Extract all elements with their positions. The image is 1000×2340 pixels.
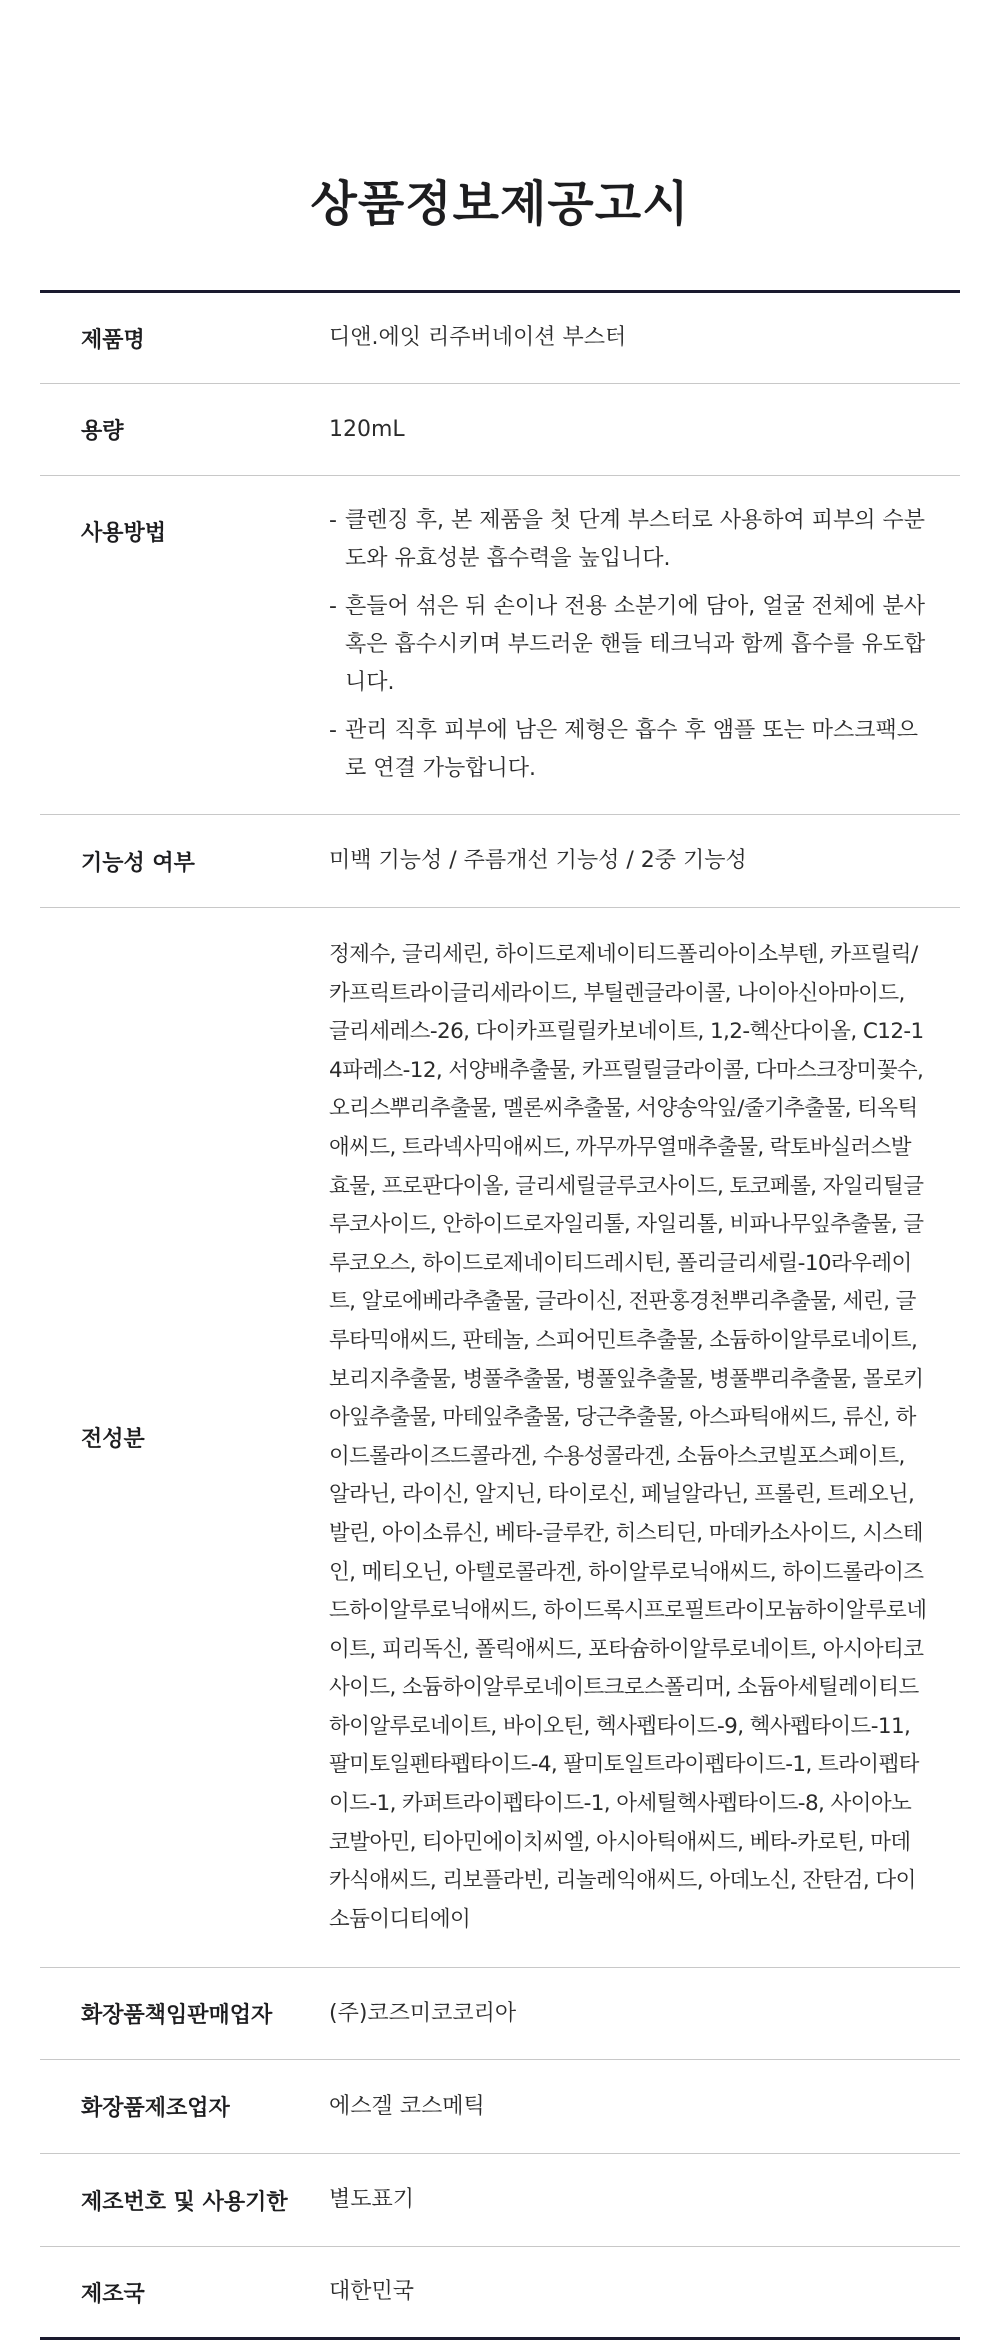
row-label: 용량 [40,384,328,476]
table-row [40,908,960,1968]
list-item: - 흔들어 섞은 뒤 손이나 전용 소분기에 담아, 얼굴 전체에 분사 혹은 흡수시키며 부드러운 핸들 테크닉과 함께 흡수를 유도합니다. [329,588,930,702]
row-label: 화장품제조업자 [40,2060,328,2154]
row-label: 기능성 여부 [40,815,328,908]
row-value: 별도표기 [328,2154,960,2247]
row-label: 화장품책임판매업자 [40,1968,328,2060]
table-row [40,2154,960,2247]
table-row [40,384,960,476]
row-value: 120mL [328,384,960,476]
row-value: 디앤.에잇 리주버네이션 부스터 [328,292,960,384]
row-label: 사용방법 [40,476,328,815]
row-value [328,476,960,815]
row-value: (주)코즈미코코리아 [328,1968,960,2060]
row-label: 제조국 [81,2281,145,2307]
table-row [40,815,960,908]
row-value: 에스겔 코스메틱 [328,2060,960,2154]
page-title: 상품정보제공고시 [310,176,690,232]
row-value: 대한민국 [329,2279,415,2305]
row-label: 전성분 [40,908,328,1968]
table-row [40,2247,960,2339]
ingredients-text: 정제수, 글리세린, 하이드로제네이티드폴리아이소부텐, 카프릴릭/카프릭트라이글리세라이드, 부틸렌글라이콜, 나이아신아마이드, 글리세레스-26, 다이카프릴릴카보네이트, 1,2-헥산다이올, C12-14파레스-12, 서양배추출물, 카프릴릴글라이콜, 다마스크장미꽃수, 오리스뿌리추출물, 멜론씨추출물, 서양송악잎/줄기추출물, 티옥틱애씨드, 트라넥사믹애씨드, 까무까무열매추출물, 락토바실러스발효물, 프로판다이올, 글리세릴글루코사이드, 토코페롤, 자일리틸글루코사이드, 안하이드로자일리톨, 자일리톨, 비파나무잎추출물, 글루코오스, 하이드로제네이티드레시틴, 폴리글리세릴-10라우레이트, 알로에베라추출물, 글라이신, 전판홍경천뿌리추출물, 세린, 글루타믹애씨드, 판테놀, 스피어민트추출물, 소듐하이알루로네이트, 보리지추출물, 병풀추출물, 병풀잎추출물, 병풀뿌리추출물, 몰로키아잎추출물, 마테잎추출물, 당근추출물, 아스파틱애씨드, 류신, 하이드롤라이즈드콜라겐, 수용성콜라겐, 소듐아스코빌포스페이트, 알라닌, 라이신, 알지닌, 타이로신, 페닐알라닌, 프롤린, 트레오닌, 발린, 아이소류신, 베타-글루칸, 히스티딘, 마데카소사이드, 시스테인, 메티오닌, 아텔로콜라겐, 하이알루로닉애씨드, 하이드롤라이즈드하이알루로닉애씨드, 하이드록시프로필트라이모늄하이알루로네이트, 피리독신, 폴릭애씨드, 포타슘하이알루로네이트, 아시아티코사이드, 소듐하이알루로네이트크로스폴리머, 소듐아세틸레이티드하이알루로네이트, 바이오틴, 헥사펩타이드-9, 헥사펩타이드-11, 팔미토일펜타펩타이드-4, 팔미토일트라이펩타이드-1, 트라이펩타이드-1, 카퍼트라이펩타이드-1, 아세틸헥사펩타이드-8, 사이아노코발아민, 티아민에이치씨엘, 아시아틱애씨드, 베타-카로틴, 마데카식애씨드, 리보플라빈, 리놀레익애씨드, 아데노신, 잔탄검, 다이소듐이디티에이 [328,908,960,1968]
row-value: 미백 기능성 / 주름개선 기능성 / 2중 기능성 [328,815,960,908]
usage-list [329,502,930,788]
table-row [40,2060,960,2154]
list-item: - 관리 직후 피부에 남은 제형은 흡수 후 앰플 또는 마스크팩으로 연결 가능합니다. [329,712,930,788]
product-info-table [40,290,960,2340]
table-row [40,1968,960,2060]
row-label: 제품명 [40,292,328,384]
row-label: 제조번호 및 사용기한 [40,2154,328,2247]
list-item: - 클렌징 후, 본 제품을 첫 단계 부스터로 사용하여 피부의 수분도와 유효성분 흡수력을 높입니다. [329,502,930,578]
table-row [40,476,960,815]
table-row [40,292,960,384]
